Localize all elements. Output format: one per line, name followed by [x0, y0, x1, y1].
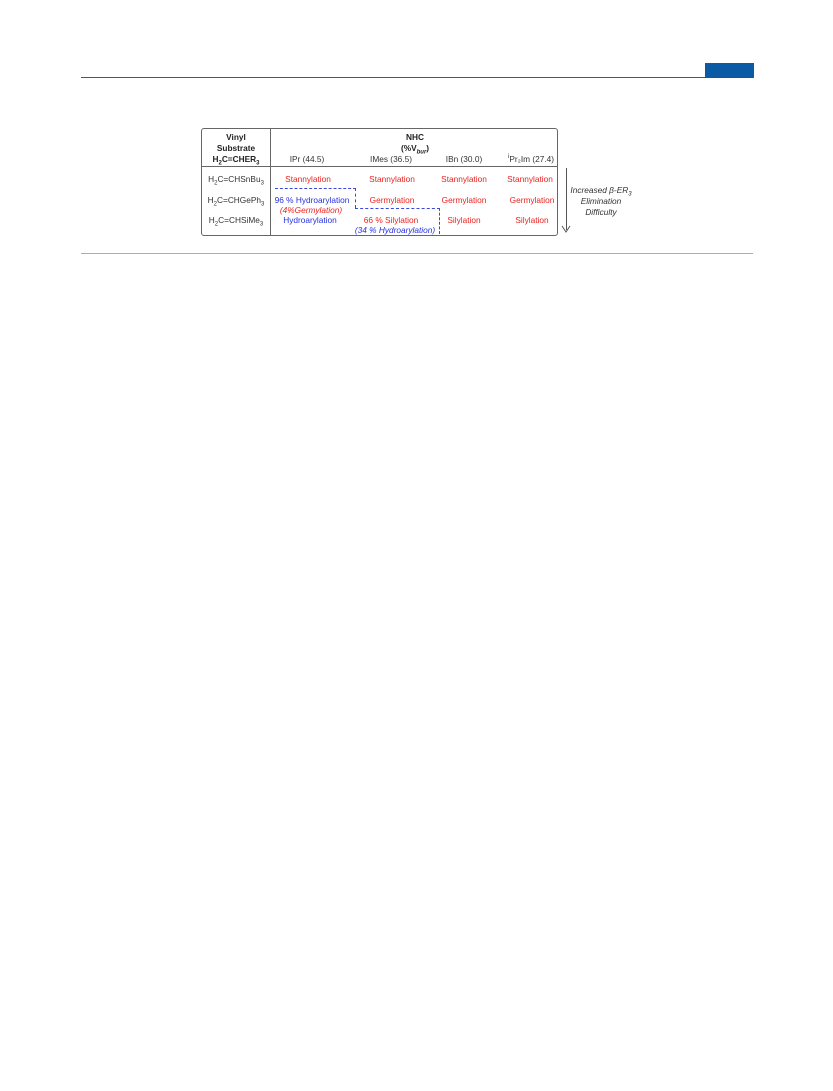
- table-header-divider: [201, 166, 558, 167]
- cell-sn-ipr: Stannylation: [285, 174, 331, 184]
- cell-ge-imes: Germylation: [369, 195, 415, 205]
- figure-bottom-rule: [81, 253, 753, 254]
- dashed-boundary-middle: [355, 208, 440, 209]
- header-vbur: $(\%V_{bur})$: [400, 143, 430, 156]
- cell-si-ipr: Hydroarylation: [283, 215, 337, 225]
- table-column-divider: [270, 128, 271, 236]
- cell-si-imes-note: (34 % Hydroarylation): [354, 225, 436, 235]
- cell-sn-ipr2im: Stannylation: [507, 174, 553, 184]
- header-vinyl: Vinyl: [226, 132, 246, 142]
- cell-ge-ibn: Germylation: [441, 195, 487, 205]
- col-header-ipr: IPr (44.5): [289, 154, 325, 164]
- header-substrate: Substrate: [216, 143, 256, 153]
- cell-ge-ipr: 96 % Hydroarylation: [274, 195, 350, 205]
- header-substrate-formula: $H_2C=CHER_3$: [212, 154, 260, 167]
- side-label-line2: Elimination: [580, 196, 622, 206]
- cell-ge-ipr-note: (4%Germylation): [279, 205, 343, 215]
- header-rule: [81, 77, 753, 78]
- row-substrate-si: $H_2C=CHSiMe_3$: [208, 215, 264, 228]
- col-header-ibn: IBn (30.0): [445, 154, 483, 164]
- col-header-imes: IMes (36.5): [370, 154, 412, 164]
- cell-sn-ibn: Stannylation: [441, 174, 487, 184]
- down-arrow-icon: [561, 223, 571, 233]
- header-accent-tab: [705, 63, 754, 78]
- cell-sn-imes: Stannylation: [369, 174, 415, 184]
- difficulty-arrow-line: [566, 168, 567, 230]
- cell-ge-ipr2im: Germylation: [509, 195, 555, 205]
- side-label-line1: Increased $\beta-ER_3$: [570, 185, 632, 198]
- col-header-ipr2im: $^i$Pr₂Im (27.4): [507, 154, 555, 164]
- side-label-line3: Difficulty: [585, 207, 617, 217]
- cell-si-imes: 66 % Silylation: [363, 215, 419, 225]
- dashed-boundary-top: [275, 188, 356, 189]
- cell-si-ipr2im: Silylation: [515, 215, 549, 225]
- header-nhc: NHC: [406, 132, 424, 142]
- cell-si-ibn: Silylation: [447, 215, 481, 225]
- row-substrate-sn: $H_2C=CHSnBu_3$: [208, 174, 264, 187]
- row-substrate-ge: $H_2C=CHGePh_3$: [207, 195, 265, 208]
- dashed-boundary-vertical-1: [355, 188, 356, 208]
- dashed-boundary-vertical-2: [439, 208, 440, 234]
